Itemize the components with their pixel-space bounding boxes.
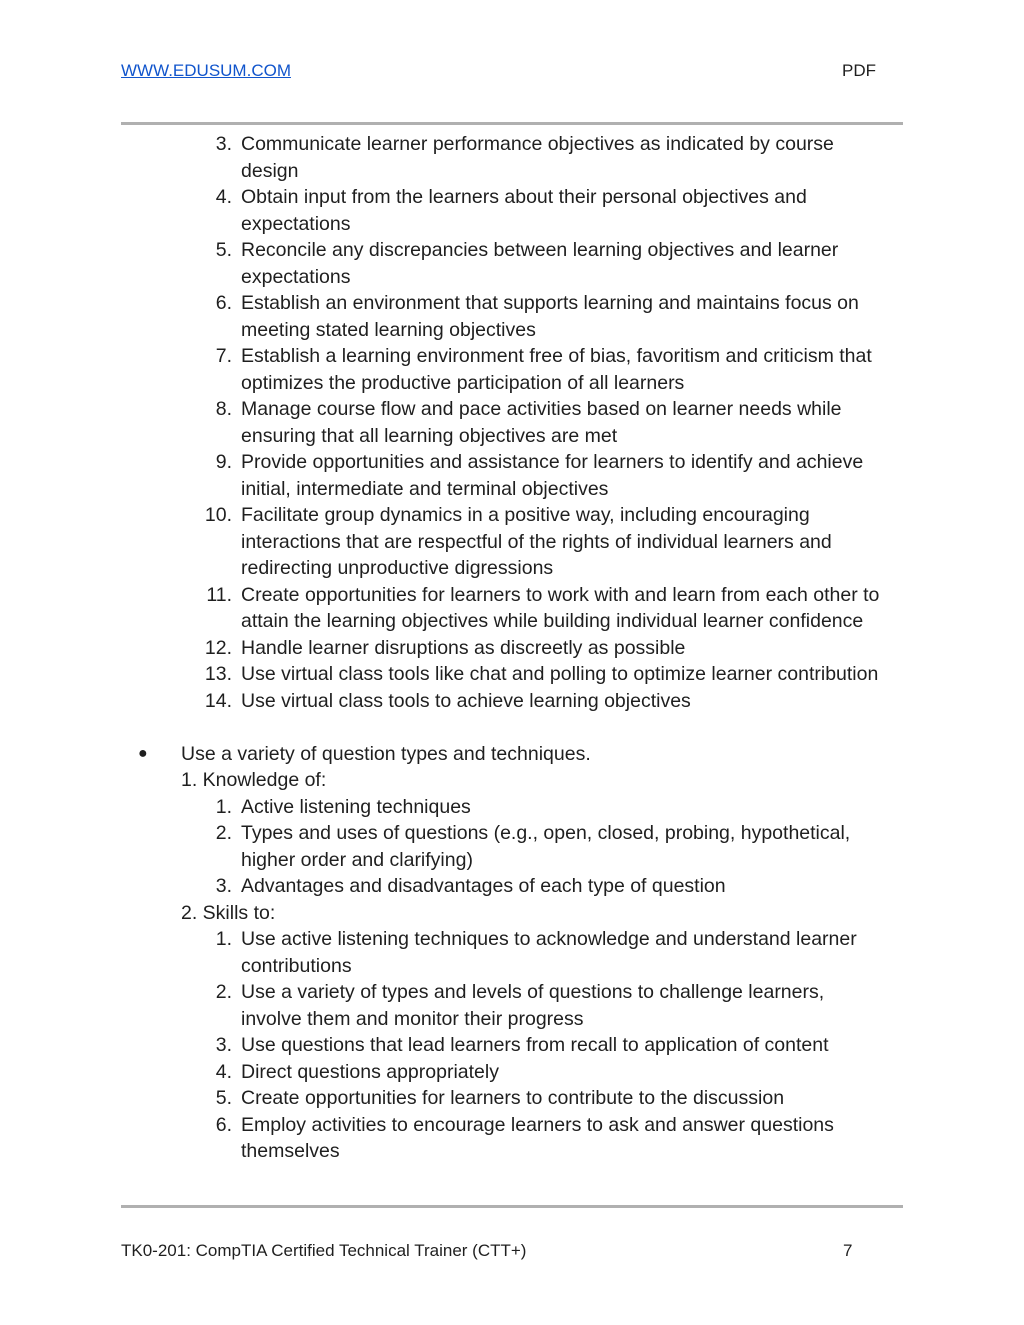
list-item-text: expectations bbox=[241, 265, 351, 288]
list-item-number: 6. bbox=[215, 292, 232, 314]
list-item bbox=[0, 873, 1024, 900]
list-item-number: 12. bbox=[204, 636, 232, 659]
list-item-text: Advantages and disadvantages of each type of question bbox=[241, 875, 726, 897]
list-item-number: 9. bbox=[215, 451, 232, 473]
list-item-number: 13. bbox=[204, 663, 232, 685]
list-item-text: higher order and clarifying) bbox=[241, 848, 473, 871]
bullet-item bbox=[0, 741, 1024, 768]
list-item-number: 5. bbox=[215, 1087, 232, 1109]
page-number: 7 bbox=[843, 1241, 853, 1260]
footer-divider bbox=[121, 1205, 903, 1208]
list-item bbox=[0, 635, 1024, 662]
list-item-number: 2. bbox=[215, 981, 232, 1003]
list-item-number: 8. bbox=[215, 398, 232, 420]
list-item-text: Active listening techniques bbox=[241, 795, 471, 818]
list-item bbox=[0, 820, 1024, 873]
list-item-text: Handle learner disruptions as discreetly as possible bbox=[241, 636, 686, 659]
list-item-text: Employ activities to encourage learners to ask and answer questions bbox=[241, 1113, 834, 1136]
list-item-number: 5. bbox=[215, 239, 232, 261]
list-item-text: Manage course flow and pace activities based on learner needs while bbox=[241, 398, 842, 420]
list-item-text: Direct questions appropriately bbox=[241, 1060, 499, 1083]
skills-heading: 2. Skills to: bbox=[181, 901, 276, 924]
list-item-text: Use virtual class tools to achieve learning objectives bbox=[241, 689, 691, 712]
list-item-number: 11. bbox=[206, 583, 232, 606]
list-item-text: Types and uses of questions (e.g., open, closed, probing, hypothetical, bbox=[241, 822, 851, 844]
list-item-number: 4. bbox=[215, 1060, 232, 1083]
list-item-text: meeting stated learning objectives bbox=[241, 318, 536, 341]
list-item bbox=[0, 1032, 1024, 1059]
list-item bbox=[0, 343, 1024, 396]
list-item-number: 1. bbox=[215, 928, 232, 950]
list-item-text: attain the learning objectives while building individual learner confidence bbox=[241, 610, 864, 632]
list-item-number: 4. bbox=[215, 186, 232, 208]
list-item-text: optimizes the productive participation of all learners bbox=[241, 371, 685, 394]
list-item bbox=[0, 1112, 1024, 1165]
list-item-text: themselves bbox=[241, 1140, 340, 1162]
list-item-text: ensuring that all learning objectives are met bbox=[241, 424, 618, 447]
list-item-number: 2. bbox=[215, 822, 232, 844]
list-item bbox=[0, 290, 1024, 343]
list-item-text: design bbox=[241, 159, 299, 182]
list-item bbox=[0, 979, 1024, 1032]
list-item-number: 1. bbox=[215, 795, 232, 818]
list-item-text: Use a variety of types and levels of questions to challenge learners, bbox=[241, 981, 825, 1003]
list-item-number: 7. bbox=[215, 345, 232, 367]
list-item-number: 6. bbox=[215, 1113, 232, 1136]
header-divider bbox=[121, 122, 903, 125]
list-item-text: Communicate learner performance objectives as indicated by course bbox=[241, 133, 834, 155]
list-item-text: Create opportunities for learners to work with and learn from each other to bbox=[241, 583, 880, 606]
list-item bbox=[0, 449, 1024, 502]
footer-title: TK0-201: CompTIA Certified Technical Trainer (CTT+) bbox=[121, 1241, 527, 1260]
list-item-text: Obtain input from the learners about their personal objectives and bbox=[241, 186, 807, 208]
list-item-number: 14. bbox=[204, 689, 232, 712]
list-item-number: 3. bbox=[215, 133, 232, 155]
list-item bbox=[0, 1059, 1024, 1086]
list-item-text: redirecting unproductive digressions bbox=[241, 557, 554, 579]
list-item-text: Create opportunities for learners to contribute to the discussion bbox=[241, 1087, 785, 1109]
list-item-number: 3. bbox=[215, 1034, 232, 1056]
site-link[interactable]: WWW.EDUSUM.COM bbox=[121, 61, 291, 80]
list-item bbox=[0, 1085, 1024, 1112]
list-item-text: Establish a learning environment free of bias, favoritism and criticism that bbox=[241, 345, 872, 367]
list-item bbox=[0, 237, 1024, 290]
list-item bbox=[0, 396, 1024, 449]
knowledge-heading: 1. Knowledge of: bbox=[181, 769, 327, 791]
list-item-text: Use virtual class tools like chat and polling to optimize learner contribution bbox=[241, 663, 879, 685]
list-item-text: initial, intermediate and terminal objectives bbox=[241, 477, 609, 500]
bullet-text: Use a variety of question types and techniques. bbox=[181, 742, 591, 765]
list-item-text: Establish an environment that supports learning and maintains focus on bbox=[241, 292, 859, 314]
list-item bbox=[0, 131, 1024, 184]
list-item-text: Provide opportunities and assistance for learners to identify and achieve bbox=[241, 451, 864, 473]
list-item-text: expectations bbox=[241, 212, 351, 235]
list-item bbox=[0, 502, 1024, 582]
bullet-dot-icon: ● bbox=[138, 744, 148, 762]
list-item-number: 3. bbox=[215, 875, 232, 897]
list-item-text: involve them and monitor their progress bbox=[241, 1007, 584, 1030]
header-format-label: PDF bbox=[842, 61, 876, 80]
list-item-number: 10. bbox=[204, 504, 232, 526]
list-item bbox=[0, 926, 1024, 979]
list-item bbox=[0, 688, 1024, 715]
list-item-text: contributions bbox=[241, 954, 352, 977]
list-item-text: Facilitate group dynamics in a positive way, including encouraging bbox=[241, 504, 810, 526]
list-item bbox=[0, 661, 1024, 688]
list-item bbox=[0, 582, 1024, 635]
list-item-text: interactions that are respectful of the rights of individual learners and bbox=[241, 530, 832, 553]
list-item bbox=[0, 184, 1024, 237]
list-item bbox=[0, 794, 1024, 821]
list-item-text: Use active listening techniques to acknowledge and understand learner bbox=[241, 928, 857, 950]
list-item-text: Use questions that lead learners from recall to application of content bbox=[241, 1034, 829, 1056]
list-item-text: Reconcile any discrepancies between learning objectives and learner bbox=[241, 239, 839, 261]
